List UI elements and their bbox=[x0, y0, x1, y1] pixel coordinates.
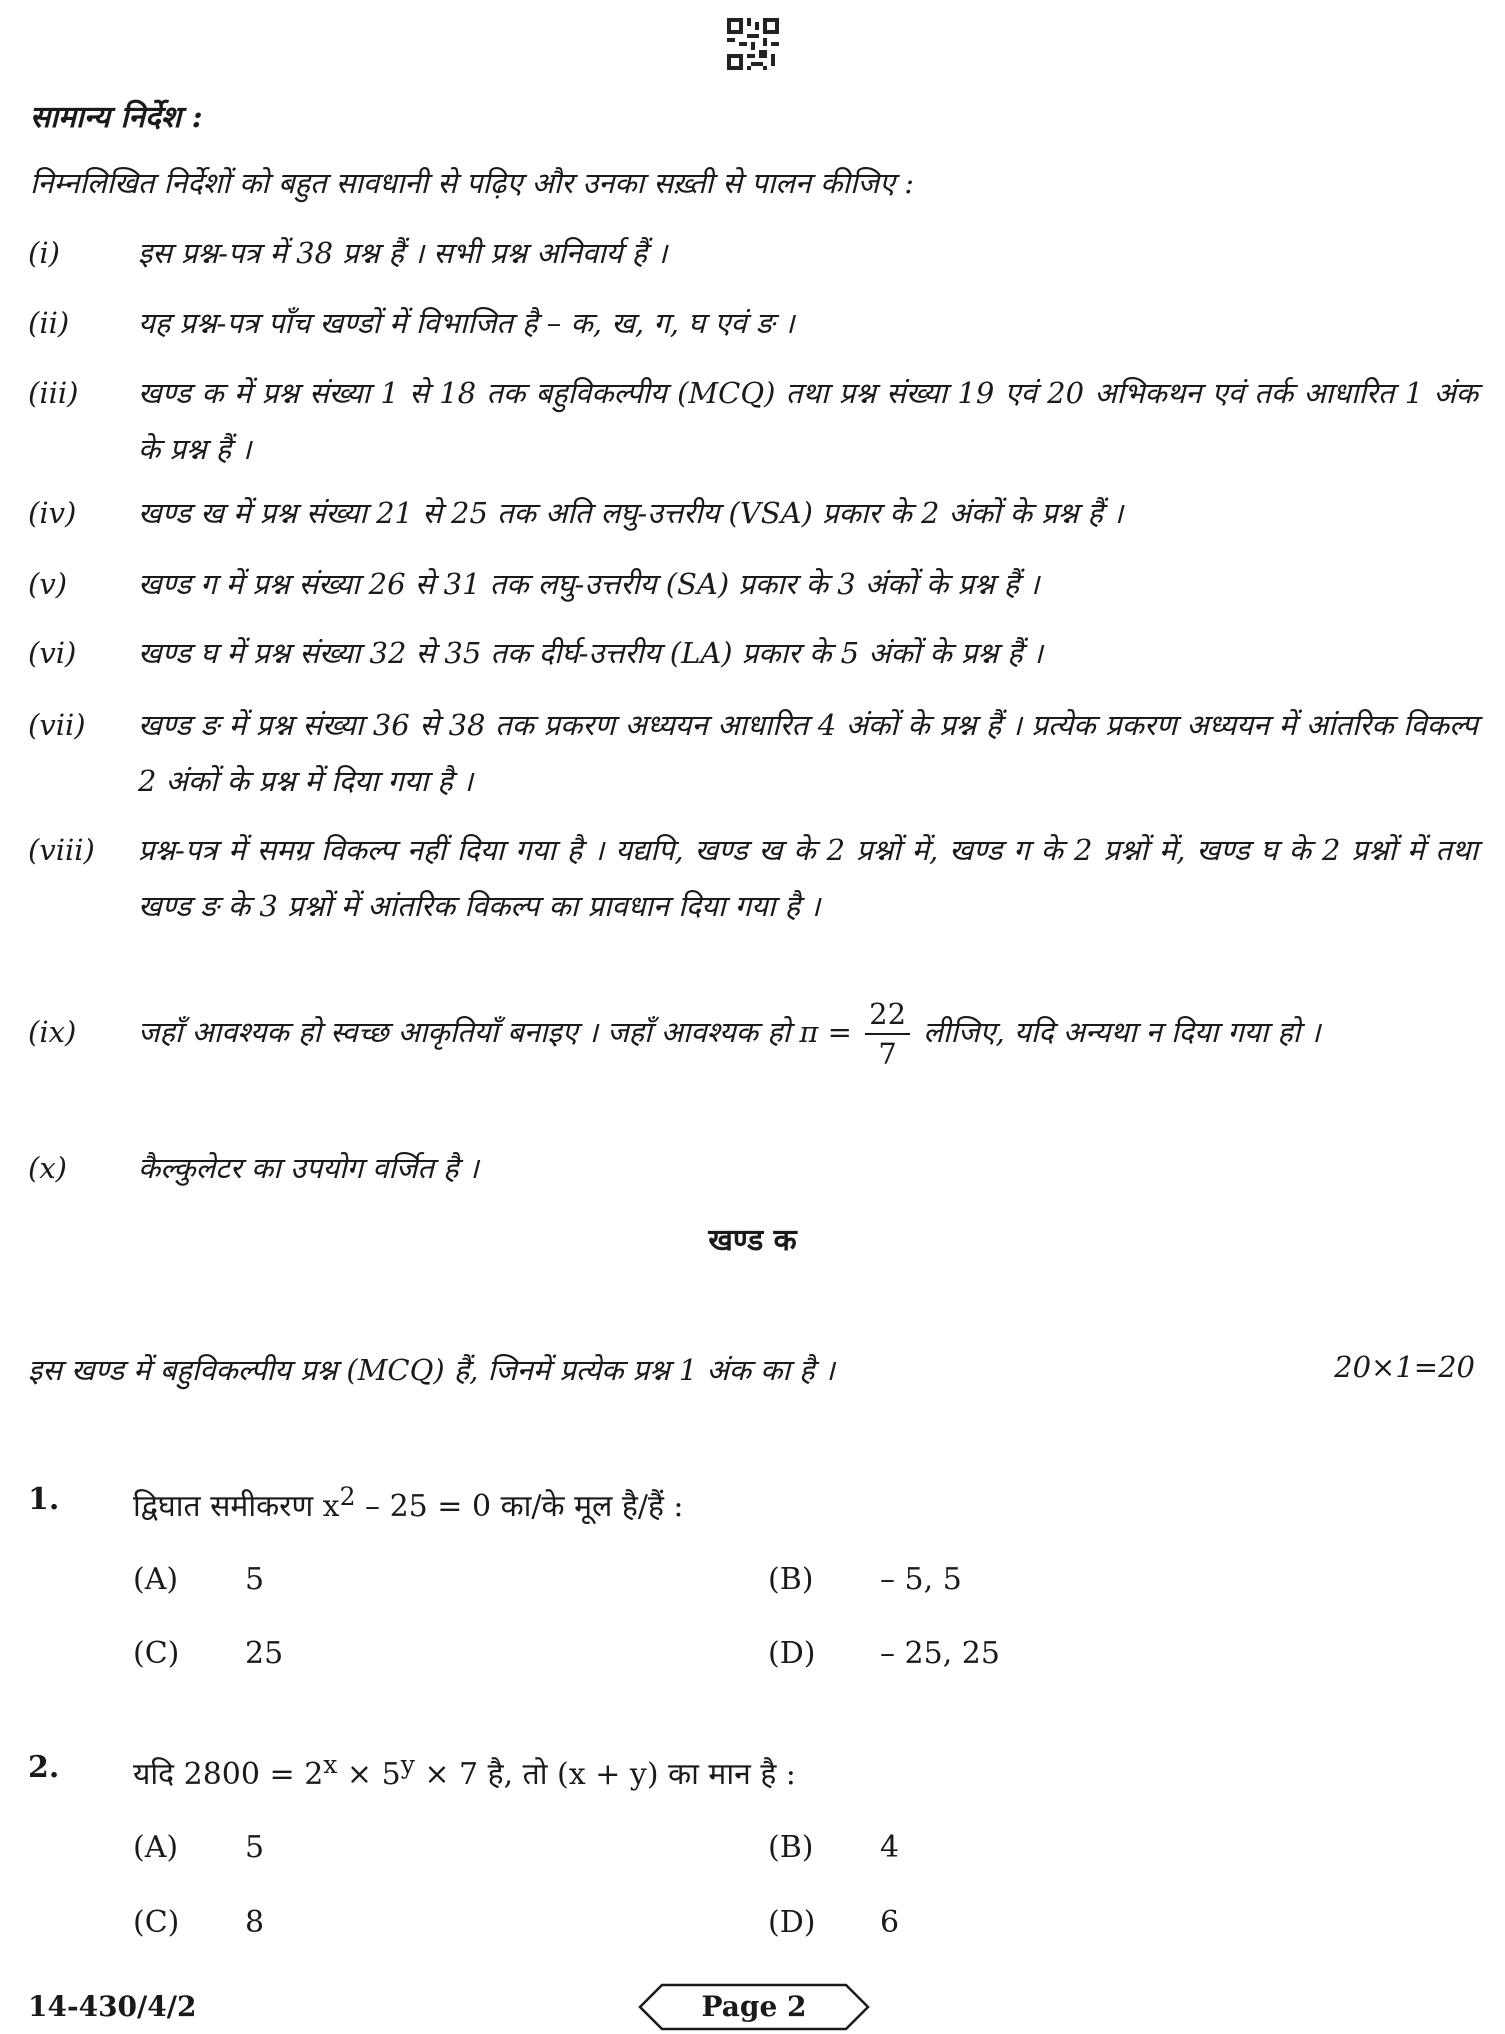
question-text-part: × 5 bbox=[337, 1757, 401, 1792]
section-note: इस खण्ड में बहुविकल्पीय प्रश्न (MCQ) हैं, जिनमें प्रत्येक प्रश्न 1 अंक का है । bbox=[28, 1353, 835, 1387]
instruction-item bbox=[28, 225, 1478, 281]
option-b[interactable] bbox=[768, 1562, 962, 1597]
instruction-item bbox=[28, 1140, 1478, 1196]
question-number: 1. bbox=[28, 1482, 60, 1517]
option-a[interactable] bbox=[133, 1830, 264, 1865]
instruction-number: (v) bbox=[28, 567, 68, 601]
instruction-item bbox=[28, 295, 1478, 351]
option-value: 5 bbox=[245, 1562, 265, 1597]
instruction-item bbox=[28, 995, 1478, 1125]
instruction-item bbox=[28, 697, 1478, 809]
question-text bbox=[133, 1482, 684, 1525]
option-value: 25 bbox=[245, 1636, 284, 1671]
option-a[interactable] bbox=[133, 1562, 264, 1597]
question-text-part: यदि 2800 = 2 bbox=[133, 1757, 324, 1792]
instruction-number: (vi) bbox=[28, 636, 77, 670]
option-value: – 5, 5 bbox=[880, 1562, 962, 1597]
option-value: 8 bbox=[245, 1905, 265, 1940]
instruction-number: (i) bbox=[28, 236, 60, 270]
page-number: Page 2 bbox=[701, 1990, 807, 2023]
question-number: 2. bbox=[28, 1750, 60, 1785]
option-value: 4 bbox=[880, 1830, 900, 1865]
section-title: खण्ड क bbox=[708, 1223, 797, 1258]
instruction-text bbox=[138, 995, 1478, 1073]
fraction-numerator: 22 bbox=[865, 995, 910, 1035]
instruction-text-part: लीजिए, यदि अन्यथा न दिया गया हो । bbox=[923, 1015, 1321, 1049]
pi-fraction bbox=[865, 995, 910, 1073]
option-label: (A) bbox=[133, 1830, 179, 1865]
question-text-part: – 25 = 0 का/के मूल है/हैं : bbox=[355, 1489, 684, 1524]
option-value: – 25, 25 bbox=[880, 1636, 1000, 1671]
instruction-text: खण्ड ग में प्रश्न संख्या 26 से 31 तक लघु-उत्तरीय (SA) प्रकार के 3 अंकों के प्रश्न हैं । bbox=[138, 567, 1040, 601]
option-label: (D) bbox=[768, 1636, 816, 1671]
option-value: 5 bbox=[245, 1830, 265, 1865]
option-label: (A) bbox=[133, 1562, 179, 1597]
option-label: (C) bbox=[133, 1905, 180, 1940]
fraction-denominator: 7 bbox=[878, 1037, 897, 1071]
instruction-text: खण्ड ख में प्रश्न संख्या 21 से 25 तक अति लघु-उत्तरीय (VSA) प्रकार के 2 अंकों के प्रश्न हैं । bbox=[138, 496, 1124, 530]
instruction-item bbox=[28, 822, 1478, 990]
instruction-number: (ix) bbox=[28, 1015, 77, 1049]
section-marks: 20×1=20 bbox=[1334, 1350, 1475, 1384]
option-d[interactable] bbox=[768, 1905, 899, 1940]
option-label: (D) bbox=[768, 1905, 816, 1940]
instruction-item bbox=[28, 485, 1478, 541]
option-label: (C) bbox=[133, 1636, 180, 1671]
instruction-number: (vii) bbox=[28, 708, 86, 742]
instruction-number: (iii) bbox=[28, 376, 79, 410]
question-text bbox=[133, 1750, 796, 1793]
superscript: x bbox=[323, 1750, 338, 1779]
superscript: 2 bbox=[339, 1482, 356, 1511]
option-label: (B) bbox=[768, 1562, 814, 1597]
option-value: 6 bbox=[880, 1905, 900, 1940]
option-c[interactable] bbox=[133, 1905, 264, 1940]
instruction-item bbox=[28, 625, 1478, 681]
question-text-part: × 7 है, तो (x + y) का मान है : bbox=[414, 1757, 796, 1792]
instruction-number: (iv) bbox=[28, 496, 77, 530]
instruction-text: खण्ड क में प्रश्न संख्या 1 से 18 तक बहुविकल्पीय (MCQ) तथा प्रश्न संख्या 19 एवं 20 अभिकथन एवं तर्क आधारित 1 अंक के प्रश्न हैं । bbox=[138, 376, 1478, 466]
instruction-text: यह प्रश्न-पत्र पाँच खण्डों में विभाजित है – क, ख, ग, घ एवं ङ । bbox=[138, 306, 795, 340]
instruction-text: खण्ड ङ में प्रश्न संख्या 36 से 38 तक प्रकरण अध्ययन आधारित 4 अंकों के प्रश्न हैं । प्रत्येक प्रकरण अध्ययन में आंतरिक विकल्प 2 अंकों के प्रश्न में दिया गया है । bbox=[138, 708, 1478, 798]
instruction-item bbox=[28, 556, 1478, 612]
instruction-item bbox=[28, 365, 1478, 477]
instruction-text: खण्ड घ में प्रश्न संख्या 32 से 35 तक दीर्घ-उत्तरीय (LA) प्रकार के 5 अंकों के प्रश्न हैं । bbox=[138, 636, 1043, 670]
general-instructions-intro: निम्नलिखित निर्देशों को बहुत सावधानी से पढ़िए और उनका सख़्ती से पालन कीजिए : bbox=[30, 166, 915, 200]
option-d[interactable] bbox=[768, 1636, 1000, 1671]
instruction-text: प्रश्न-पत्र में समग्र विकल्प नहीं दिया गया है । यद्यपि, खण्ड ख के 2 प्रश्नों में, खण्ड ग के 2 प्रश्नों में, खण्ड घ के 2 प्रश्नों में तथा खण्ड ङ के 3 प्रश्नों में आंतरिक विकल्प का प्रावधान दिया गया है । bbox=[138, 833, 1478, 923]
question-text-part: द्विघात समीकरण x bbox=[133, 1489, 340, 1524]
instruction-number: (ii) bbox=[28, 306, 70, 340]
qr-code-icon bbox=[727, 18, 779, 70]
option-c[interactable] bbox=[133, 1636, 283, 1671]
superscript: y bbox=[400, 1750, 415, 1779]
general-instructions-heading: सामान्य निर्देश : bbox=[30, 100, 203, 135]
instruction-text: इस प्रश्न-पत्र में 38 प्रश्न हैं । सभी प्रश्न अनिवार्य हैं । bbox=[138, 236, 668, 270]
option-label: (B) bbox=[768, 1830, 814, 1865]
paper-code: 14-430/4/2 bbox=[28, 1990, 197, 2023]
instruction-text-part: जहाँ आवश्यक हो स्वच्छ आकृतियाँ बनाइए । जहाँ आवश्यक हो π = bbox=[138, 1015, 852, 1049]
instruction-number: (viii) bbox=[28, 833, 95, 867]
instruction-number: (x) bbox=[28, 1151, 67, 1185]
option-b[interactable] bbox=[768, 1830, 899, 1865]
instruction-text: कैल्कुलेटर का उपयोग वर्जित है । bbox=[138, 1151, 479, 1185]
